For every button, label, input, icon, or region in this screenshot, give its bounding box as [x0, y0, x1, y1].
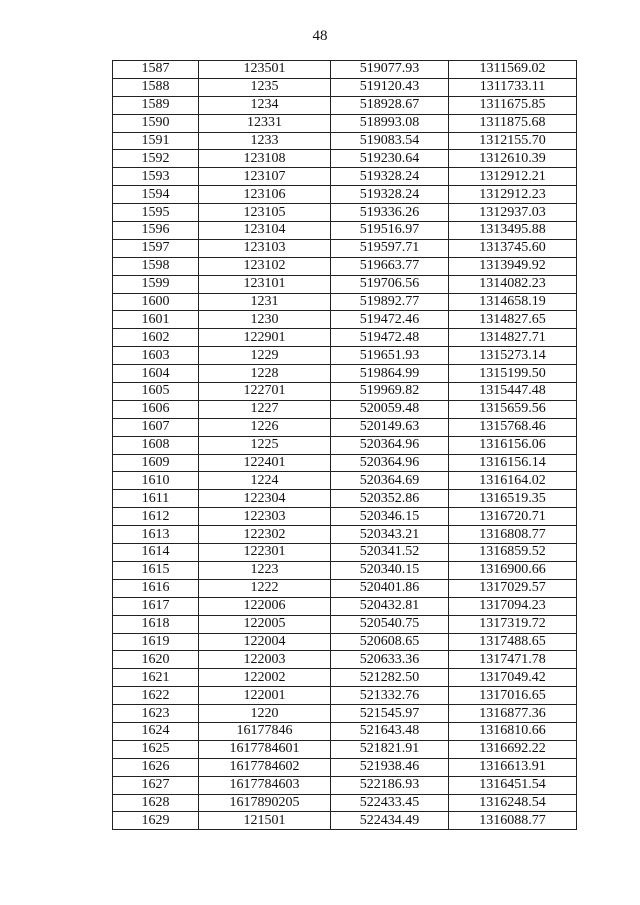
y-coordinate-cell: 1314658.19: [449, 293, 577, 311]
point-index-cell: 1608: [113, 436, 199, 454]
table-row: [113, 204, 577, 222]
point-code-cell: 123501: [199, 61, 331, 79]
point-index-cell: 1607: [113, 418, 199, 436]
x-coordinate-cell: 520364.69: [331, 472, 449, 490]
x-coordinate-cell: 520059.48: [331, 400, 449, 418]
table-row: [113, 561, 577, 579]
y-coordinate-cell: 1312155.70: [449, 132, 577, 150]
point-code-cell: 1235: [199, 78, 331, 96]
y-coordinate-cell: 1313745.60: [449, 239, 577, 257]
x-coordinate-cell: 520540.75: [331, 615, 449, 633]
point-index-cell: 1615: [113, 561, 199, 579]
x-coordinate-cell: 518993.08: [331, 114, 449, 132]
x-coordinate-cell: 519472.48: [331, 329, 449, 347]
point-code-cell: 1233: [199, 132, 331, 150]
y-coordinate-cell: 1316613.91: [449, 758, 577, 776]
y-coordinate-cell: 1316519.35: [449, 490, 577, 508]
y-coordinate-cell: 1312937.03: [449, 204, 577, 222]
table-row: [113, 472, 577, 490]
point-index-cell: 1614: [113, 544, 199, 562]
y-coordinate-cell: 1316810.66: [449, 722, 577, 740]
x-coordinate-cell: 519706.56: [331, 275, 449, 293]
table-row: [113, 776, 577, 794]
point-code-cell: 123108: [199, 150, 331, 168]
point-index-cell: 1609: [113, 454, 199, 472]
y-coordinate-cell: 1317488.65: [449, 633, 577, 651]
table-row: [113, 615, 577, 633]
point-index-cell: 1602: [113, 329, 199, 347]
point-code-cell: 1226: [199, 418, 331, 436]
x-coordinate-cell: 519597.71: [331, 239, 449, 257]
table-row: [113, 114, 577, 132]
point-index-cell: 1627: [113, 776, 199, 794]
x-coordinate-cell: 521938.46: [331, 758, 449, 776]
table-row: [113, 96, 577, 114]
point-code-cell: 123102: [199, 257, 331, 275]
y-coordinate-cell: 1316088.77: [449, 812, 577, 830]
table-row: [113, 508, 577, 526]
x-coordinate-cell: 520352.86: [331, 490, 449, 508]
point-code-cell: 1617784602: [199, 758, 331, 776]
page-number: 48: [312, 28, 328, 44]
point-code-cell: 1617784601: [199, 740, 331, 758]
x-coordinate-cell: 520364.96: [331, 454, 449, 472]
y-coordinate-cell: 1317049.42: [449, 669, 577, 687]
point-code-cell: 1229: [199, 347, 331, 365]
x-coordinate-cell: 520608.65: [331, 633, 449, 651]
point-code-cell: 122006: [199, 597, 331, 615]
y-coordinate-cell: 1313949.92: [449, 257, 577, 275]
x-coordinate-cell: 519077.93: [331, 61, 449, 79]
table-row: [113, 383, 577, 401]
point-index-cell: 1600: [113, 293, 199, 311]
point-index-cell: 1599: [113, 275, 199, 293]
x-coordinate-cell: 522434.49: [331, 812, 449, 830]
point-code-cell: 1223: [199, 561, 331, 579]
y-coordinate-cell: 1315447.48: [449, 383, 577, 401]
point-code-cell: 1228: [199, 365, 331, 383]
x-coordinate-cell: 521282.50: [331, 669, 449, 687]
y-coordinate-cell: 1315659.56: [449, 400, 577, 418]
point-index-cell: 1611: [113, 490, 199, 508]
y-coordinate-cell: 1312610.39: [449, 150, 577, 168]
table-row: [113, 436, 577, 454]
y-coordinate-cell: 1311875.68: [449, 114, 577, 132]
coordinate-table: [112, 60, 577, 830]
x-coordinate-cell: 519328.24: [331, 186, 449, 204]
y-coordinate-cell: 1314827.65: [449, 311, 577, 329]
point-code-cell: 122003: [199, 651, 331, 669]
point-index-cell: 1612: [113, 508, 199, 526]
point-index-cell: 1617: [113, 597, 199, 615]
table-row: [113, 526, 577, 544]
x-coordinate-cell: 519651.93: [331, 347, 449, 365]
x-coordinate-cell: 521643.48: [331, 722, 449, 740]
point-index-cell: 1587: [113, 61, 199, 79]
point-index-cell: 1595: [113, 204, 199, 222]
x-coordinate-cell: 519230.64: [331, 150, 449, 168]
point-code-cell: 122001: [199, 687, 331, 705]
x-coordinate-cell: 520340.15: [331, 561, 449, 579]
x-coordinate-cell: 520346.15: [331, 508, 449, 526]
y-coordinate-cell: 1311733.11: [449, 78, 577, 96]
y-coordinate-cell: 1312912.23: [449, 186, 577, 204]
table-row: [113, 705, 577, 723]
table-row: [113, 239, 577, 257]
y-coordinate-cell: 1316164.02: [449, 472, 577, 490]
x-coordinate-cell: 520343.21: [331, 526, 449, 544]
point-code-cell: 122701: [199, 383, 331, 401]
table-row: [113, 347, 577, 365]
x-coordinate-cell: 519472.46: [331, 311, 449, 329]
point-code-cell: 122304: [199, 490, 331, 508]
point-index-cell: 1589: [113, 96, 199, 114]
x-coordinate-cell: 521545.97: [331, 705, 449, 723]
point-index-cell: 1625: [113, 740, 199, 758]
point-code-cell: 1227: [199, 400, 331, 418]
point-index-cell: 1629: [113, 812, 199, 830]
point-index-cell: 1618: [113, 615, 199, 633]
table-row: [113, 400, 577, 418]
table-row: [113, 633, 577, 651]
point-code-cell: 1617890205: [199, 794, 331, 812]
y-coordinate-cell: 1316859.52: [449, 544, 577, 562]
point-code-cell: 123101: [199, 275, 331, 293]
y-coordinate-cell: 1311675.85: [449, 96, 577, 114]
point-index-cell: 1598: [113, 257, 199, 275]
x-coordinate-cell: 520341.52: [331, 544, 449, 562]
x-coordinate-cell: 520149.63: [331, 418, 449, 436]
point-index-cell: 1610: [113, 472, 199, 490]
table-row: [113, 61, 577, 79]
point-index-cell: 1603: [113, 347, 199, 365]
y-coordinate-cell: 1316900.66: [449, 561, 577, 579]
point-index-cell: 1624: [113, 722, 199, 740]
point-code-cell: 12331: [199, 114, 331, 132]
table-row: [113, 222, 577, 240]
point-index-cell: 1621: [113, 669, 199, 687]
y-coordinate-cell: 1316156.14: [449, 454, 577, 472]
y-coordinate-cell: 1312912.21: [449, 168, 577, 186]
table-row: [113, 722, 577, 740]
table-row: [113, 740, 577, 758]
point-index-cell: 1606: [113, 400, 199, 418]
point-index-cell: 1590: [113, 114, 199, 132]
point-code-cell: 122303: [199, 508, 331, 526]
table-row: [113, 758, 577, 776]
table-body: [113, 61, 577, 830]
table-row: [113, 365, 577, 383]
table-row: [113, 651, 577, 669]
y-coordinate-cell: 1314082.23: [449, 275, 577, 293]
point-index-cell: 1623: [113, 705, 199, 723]
point-code-cell: 1222: [199, 579, 331, 597]
table-row: [113, 150, 577, 168]
point-code-cell: 123105: [199, 204, 331, 222]
point-index-cell: 1613: [113, 526, 199, 544]
x-coordinate-cell: 518928.67: [331, 96, 449, 114]
y-coordinate-cell: 1317471.78: [449, 651, 577, 669]
x-coordinate-cell: 522186.93: [331, 776, 449, 794]
table-row: [113, 78, 577, 96]
table-row: [113, 812, 577, 830]
point-code-cell: 16177846: [199, 722, 331, 740]
table-row: [113, 454, 577, 472]
point-code-cell: 121501: [199, 812, 331, 830]
x-coordinate-cell: 521821.91: [331, 740, 449, 758]
point-code-cell: 123103: [199, 239, 331, 257]
point-code-cell: 122002: [199, 669, 331, 687]
y-coordinate-cell: 1316720.71: [449, 508, 577, 526]
table-row: [113, 794, 577, 812]
point-code-cell: 122901: [199, 329, 331, 347]
x-coordinate-cell: 520401.86: [331, 579, 449, 597]
table-row: [113, 293, 577, 311]
y-coordinate-cell: 1316451.54: [449, 776, 577, 794]
table-row: [113, 257, 577, 275]
table-row: [113, 597, 577, 615]
y-coordinate-cell: 1314827.71: [449, 329, 577, 347]
point-index-cell: 1626: [113, 758, 199, 776]
table-row: [113, 329, 577, 347]
point-code-cell: 122302: [199, 526, 331, 544]
x-coordinate-cell: 519663.77: [331, 257, 449, 275]
point-code-cell: 1231: [199, 293, 331, 311]
point-index-cell: 1592: [113, 150, 199, 168]
y-coordinate-cell: 1317094.23: [449, 597, 577, 615]
table-row: [113, 544, 577, 562]
table-row: [113, 275, 577, 293]
x-coordinate-cell: 522433.45: [331, 794, 449, 812]
x-coordinate-cell: 520633.36: [331, 651, 449, 669]
y-coordinate-cell: 1315768.46: [449, 418, 577, 436]
point-index-cell: 1622: [113, 687, 199, 705]
y-coordinate-cell: 1316692.22: [449, 740, 577, 758]
point-index-cell: 1628: [113, 794, 199, 812]
table-row: [113, 579, 577, 597]
table-row: [113, 687, 577, 705]
x-coordinate-cell: 519969.82: [331, 383, 449, 401]
point-code-cell: 123104: [199, 222, 331, 240]
x-coordinate-cell: 520364.96: [331, 436, 449, 454]
point-code-cell: 122401: [199, 454, 331, 472]
point-index-cell: 1588: [113, 78, 199, 96]
point-code-cell: 1224: [199, 472, 331, 490]
point-code-cell: 1230: [199, 311, 331, 329]
point-index-cell: 1616: [113, 579, 199, 597]
y-coordinate-cell: 1316248.54: [449, 794, 577, 812]
point-code-cell: 1234: [199, 96, 331, 114]
point-index-cell: 1604: [113, 365, 199, 383]
x-coordinate-cell: 520432.81: [331, 597, 449, 615]
y-coordinate-cell: 1316808.77: [449, 526, 577, 544]
point-code-cell: 1617784603: [199, 776, 331, 794]
point-index-cell: 1594: [113, 186, 199, 204]
table-row: [113, 132, 577, 150]
point-code-cell: 1220: [199, 705, 331, 723]
x-coordinate-cell: 519120.43: [331, 78, 449, 96]
y-coordinate-cell: 1317319.72: [449, 615, 577, 633]
point-code-cell: 123107: [199, 168, 331, 186]
y-coordinate-cell: 1315199.50: [449, 365, 577, 383]
point-index-cell: 1593: [113, 168, 199, 186]
point-code-cell: 122004: [199, 633, 331, 651]
point-index-cell: 1597: [113, 239, 199, 257]
y-coordinate-cell: 1316877.36: [449, 705, 577, 723]
point-code-cell: 1225: [199, 436, 331, 454]
point-code-cell: 122301: [199, 544, 331, 562]
y-coordinate-cell: 1317029.57: [449, 579, 577, 597]
y-coordinate-cell: 1311569.02: [449, 61, 577, 79]
x-coordinate-cell: 519083.54: [331, 132, 449, 150]
table-row: [113, 669, 577, 687]
x-coordinate-cell: 519328.24: [331, 168, 449, 186]
y-coordinate-cell: 1316156.06: [449, 436, 577, 454]
point-index-cell: 1605: [113, 383, 199, 401]
x-coordinate-cell: 521332.76: [331, 687, 449, 705]
table-row: [113, 186, 577, 204]
point-index-cell: 1591: [113, 132, 199, 150]
point-index-cell: 1619: [113, 633, 199, 651]
y-coordinate-cell: 1315273.14: [449, 347, 577, 365]
table-row: [113, 311, 577, 329]
point-code-cell: 122005: [199, 615, 331, 633]
y-coordinate-cell: 1313495.88: [449, 222, 577, 240]
point-index-cell: 1596: [113, 222, 199, 240]
point-code-cell: 123106: [199, 186, 331, 204]
table-row: [113, 490, 577, 508]
x-coordinate-cell: 519336.26: [331, 204, 449, 222]
table-row: [113, 168, 577, 186]
x-coordinate-cell: 519864.99: [331, 365, 449, 383]
y-coordinate-cell: 1317016.65: [449, 687, 577, 705]
x-coordinate-cell: 519516.97: [331, 222, 449, 240]
point-index-cell: 1620: [113, 651, 199, 669]
x-coordinate-cell: 519892.77: [331, 293, 449, 311]
point-index-cell: 1601: [113, 311, 199, 329]
table-row: [113, 418, 577, 436]
